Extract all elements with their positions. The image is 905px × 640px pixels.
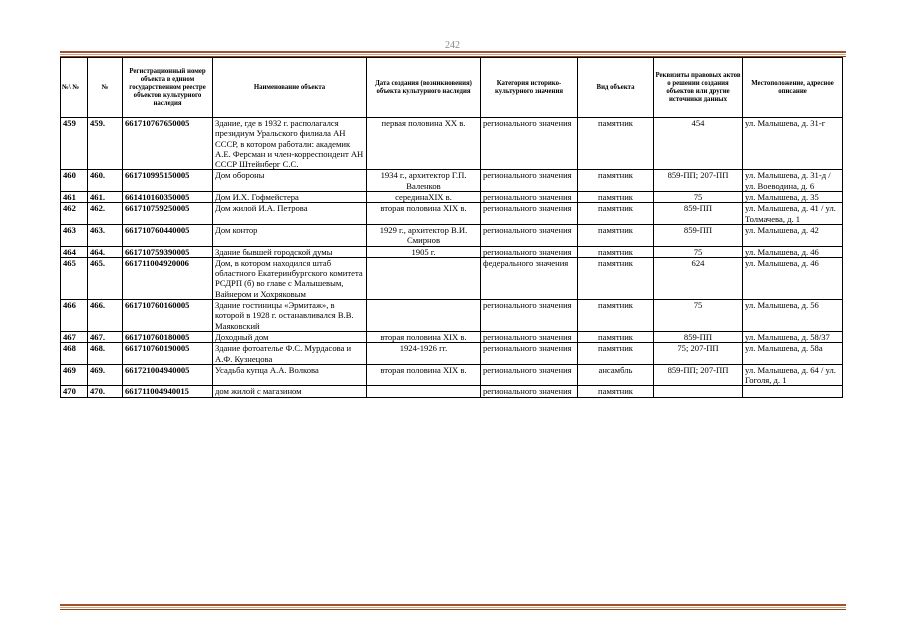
object-type-cell: памятник bbox=[578, 246, 654, 257]
table-row bbox=[61, 300, 843, 332]
address-cell: ул. Малышева, д. 42 bbox=[743, 224, 843, 246]
object-name-cell: Дом, в котором находился штаб областного Екатеринбургского комитета РСДРП (б) во главе с Малышевым, Вайнером и Хохряковым bbox=[213, 257, 367, 299]
object-type-cell: памятник bbox=[578, 118, 654, 170]
legal-acts-cell: 454 bbox=[654, 118, 743, 170]
legal-acts-cell: 75 bbox=[654, 246, 743, 257]
table-row bbox=[61, 331, 843, 342]
row-index-2-cell: 459. bbox=[88, 118, 123, 170]
row-index-2-cell: 470. bbox=[88, 386, 123, 397]
registration-number-cell: 661710760160005 bbox=[123, 300, 213, 332]
category-cell: регионального значения bbox=[481, 192, 578, 203]
table-header-row bbox=[61, 58, 843, 118]
category-cell: регионального значения bbox=[481, 343, 578, 365]
registration-number-cell: 661710767650005 bbox=[123, 118, 213, 170]
row-index-2-cell: 469. bbox=[88, 364, 123, 386]
header-object-name: Наименование объекта bbox=[213, 58, 367, 118]
object-type-cell: памятник bbox=[578, 257, 654, 299]
address-cell bbox=[743, 386, 843, 397]
registration-number-cell: 661410160350005 bbox=[123, 192, 213, 203]
row-index-1-cell: 460 bbox=[61, 170, 88, 192]
category-cell: регионального значения bbox=[481, 224, 578, 246]
row-index-2-cell: 468. bbox=[88, 343, 123, 365]
heritage-objects-table bbox=[60, 57, 843, 398]
object-name-cell: Дом И.Х. Гофмейстера bbox=[213, 192, 367, 203]
table-row bbox=[61, 364, 843, 386]
address-cell: ул. Малышева, д. 41 / ул. Толмачева, д. 1 bbox=[743, 203, 843, 225]
header-object-type: Вид объекта bbox=[578, 58, 654, 118]
object-type-cell: памятник bbox=[578, 331, 654, 342]
page-number: 242 bbox=[445, 40, 460, 51]
object-name-cell: Здание бывшей городской думы bbox=[213, 246, 367, 257]
object-name-cell: дом жилой с магазином bbox=[213, 386, 367, 397]
creation-date-cell: вторая половина XIX в. bbox=[367, 203, 481, 225]
row-index-1-cell: 465 bbox=[61, 257, 88, 299]
legal-acts-cell: 75 bbox=[654, 300, 743, 332]
creation-date-cell: 1929 г., архитектор В.И. Смирнов bbox=[367, 224, 481, 246]
address-cell: ул. Малышева, д. 58/37 bbox=[743, 331, 843, 342]
registration-number-cell: 661710759390005 bbox=[123, 246, 213, 257]
table-row bbox=[61, 203, 843, 225]
category-cell: регионального значения bbox=[481, 118, 578, 170]
header-address: Местоположение, адресное описание bbox=[743, 58, 843, 118]
row-index-2-cell: 461. bbox=[88, 192, 123, 203]
creation-date-cell bbox=[367, 257, 481, 299]
table-row bbox=[61, 170, 843, 192]
address-cell: ул. Малышева, д. 58а bbox=[743, 343, 843, 365]
header-index-1: №\ № bbox=[61, 58, 88, 118]
object-type-cell: памятник bbox=[578, 203, 654, 225]
row-index-1-cell: 466 bbox=[61, 300, 88, 332]
row-index-2-cell: 462. bbox=[88, 203, 123, 225]
object-name-cell: Усадьба купца А.А. Волкова bbox=[213, 364, 367, 386]
row-index-1-cell: 463 bbox=[61, 224, 88, 246]
row-index-1-cell: 459 bbox=[61, 118, 88, 170]
row-index-1-cell: 470 bbox=[61, 386, 88, 397]
legal-acts-cell: 624 bbox=[654, 257, 743, 299]
category-cell: регионального значения bbox=[481, 331, 578, 342]
table-row bbox=[61, 224, 843, 246]
legal-acts-cell: 75 bbox=[654, 192, 743, 203]
object-name-cell: Здание, где в 1932 г. располагался президиум Уральского филиала АН СССР, в котором работали: академик А.Е. Ферсман и член-корреспондент АН СССР Штейнберг С.С. bbox=[213, 118, 367, 170]
registration-number-cell: 661721004940005 bbox=[123, 364, 213, 386]
bottom-rule bbox=[60, 604, 846, 610]
table-row bbox=[61, 192, 843, 203]
header-category: Категория историко-культурного значения bbox=[481, 58, 578, 118]
row-index-2-cell: 464. bbox=[88, 246, 123, 257]
address-cell: ул. Малышева, д. 31-д / ул. Воеводина, д. 6 bbox=[743, 170, 843, 192]
row-index-1-cell: 464 bbox=[61, 246, 88, 257]
row-index-1-cell: 461 bbox=[61, 192, 88, 203]
category-cell: регионального значения bbox=[481, 364, 578, 386]
creation-date-cell: 1924-1926 гг. bbox=[367, 343, 481, 365]
object-type-cell: ансамбль bbox=[578, 364, 654, 386]
category-cell: регионального значения bbox=[481, 246, 578, 257]
creation-date-cell: серединаXIX в. bbox=[367, 192, 481, 203]
object-type-cell: памятник bbox=[578, 386, 654, 397]
legal-acts-cell: 859-ПП; 207-ПП bbox=[654, 170, 743, 192]
registration-number-cell: 661710760180005 bbox=[123, 331, 213, 342]
row-index-2-cell: 467. bbox=[88, 331, 123, 342]
registration-number-cell: 661710760190005 bbox=[123, 343, 213, 365]
object-type-cell: памятник bbox=[578, 192, 654, 203]
row-index-1-cell: 462 bbox=[61, 203, 88, 225]
object-type-cell: памятник bbox=[578, 343, 654, 365]
row-index-2-cell: 465. bbox=[88, 257, 123, 299]
legal-acts-cell bbox=[654, 386, 743, 397]
registration-number-cell: 661710760440005 bbox=[123, 224, 213, 246]
header-index-2: № bbox=[88, 58, 123, 118]
legal-acts-cell: 75; 207-ПП bbox=[654, 343, 743, 365]
address-cell: ул. Малышева, д. 64 / ул. Гоголя, д. 1 bbox=[743, 364, 843, 386]
registration-number-cell: 661710759250005 bbox=[123, 203, 213, 225]
object-name-cell: Доходный дом bbox=[213, 331, 367, 342]
row-index-1-cell: 467 bbox=[61, 331, 88, 342]
address-cell: ул. Малышева, д. 56 bbox=[743, 300, 843, 332]
category-cell: федерального значения bbox=[481, 257, 578, 299]
object-name-cell: Дом контор bbox=[213, 224, 367, 246]
object-name-cell: Здание гостиницы «Эрмитаж», в которой в 1928 г. останавливался В.В. Маяковский bbox=[213, 300, 367, 332]
row-index-1-cell: 469 bbox=[61, 364, 88, 386]
object-name-cell: Здание фотоателье Ф.С. Мурдасова и А.Ф. Кузнецова bbox=[213, 343, 367, 365]
object-name-cell: Дом жилой И.А. Петрова bbox=[213, 203, 367, 225]
registration-number-cell: 661711004940015 bbox=[123, 386, 213, 397]
header-registration-number: Регистрационный номер объекта в едином государственном реестре объектов культурного наследия bbox=[123, 58, 213, 118]
registration-number-cell: 661710995150005 bbox=[123, 170, 213, 192]
creation-date-cell bbox=[367, 386, 481, 397]
creation-date-cell: 1905 г. bbox=[367, 246, 481, 257]
category-cell: регионального значения bbox=[481, 203, 578, 225]
category-cell: регионального значения bbox=[481, 300, 578, 332]
registration-number-cell: 661711004920006 bbox=[123, 257, 213, 299]
row-index-2-cell: 463. bbox=[88, 224, 123, 246]
object-type-cell: памятник bbox=[578, 300, 654, 332]
legal-acts-cell: 859-ПП bbox=[654, 331, 743, 342]
legal-acts-cell: 859-ПП bbox=[654, 224, 743, 246]
address-cell: ул. Малышева, д. 35 bbox=[743, 192, 843, 203]
header-creation-date: Дата создания (возникновения) объекта культурного наследия bbox=[367, 58, 481, 118]
address-cell: ул. Малышева, д. 46 bbox=[743, 246, 843, 257]
table-row bbox=[61, 246, 843, 257]
table-row bbox=[61, 343, 843, 365]
row-index-1-cell: 468 bbox=[61, 343, 88, 365]
creation-date-cell: вторая половина XIX в. bbox=[367, 364, 481, 386]
legal-acts-cell: 859-ПП; 207-ПП bbox=[654, 364, 743, 386]
table-row bbox=[61, 118, 843, 170]
address-cell: ул. Малышева, д. 31-г bbox=[743, 118, 843, 170]
creation-date-cell: вторая половина XIX в. bbox=[367, 331, 481, 342]
category-cell: регионального значения bbox=[481, 170, 578, 192]
table-row bbox=[61, 257, 843, 299]
creation-date-cell: 1934 г., архитектор Г.П. Валенков bbox=[367, 170, 481, 192]
object-type-cell: памятник bbox=[578, 170, 654, 192]
table-row bbox=[61, 386, 843, 397]
object-name-cell: Дом обороны bbox=[213, 170, 367, 192]
creation-date-cell: первая половина XX в. bbox=[367, 118, 481, 170]
row-index-2-cell: 460. bbox=[88, 170, 123, 192]
address-cell: ул. Малышева, д. 46 bbox=[743, 257, 843, 299]
header-legal-acts: Реквизиты правовых актов о решении создания объектов или другие источники данных bbox=[654, 58, 743, 118]
legal-acts-cell: 859-ПП bbox=[654, 203, 743, 225]
creation-date-cell bbox=[367, 300, 481, 332]
category-cell: регионального значения bbox=[481, 386, 578, 397]
object-type-cell: памятник bbox=[578, 224, 654, 246]
row-index-2-cell: 466. bbox=[88, 300, 123, 332]
